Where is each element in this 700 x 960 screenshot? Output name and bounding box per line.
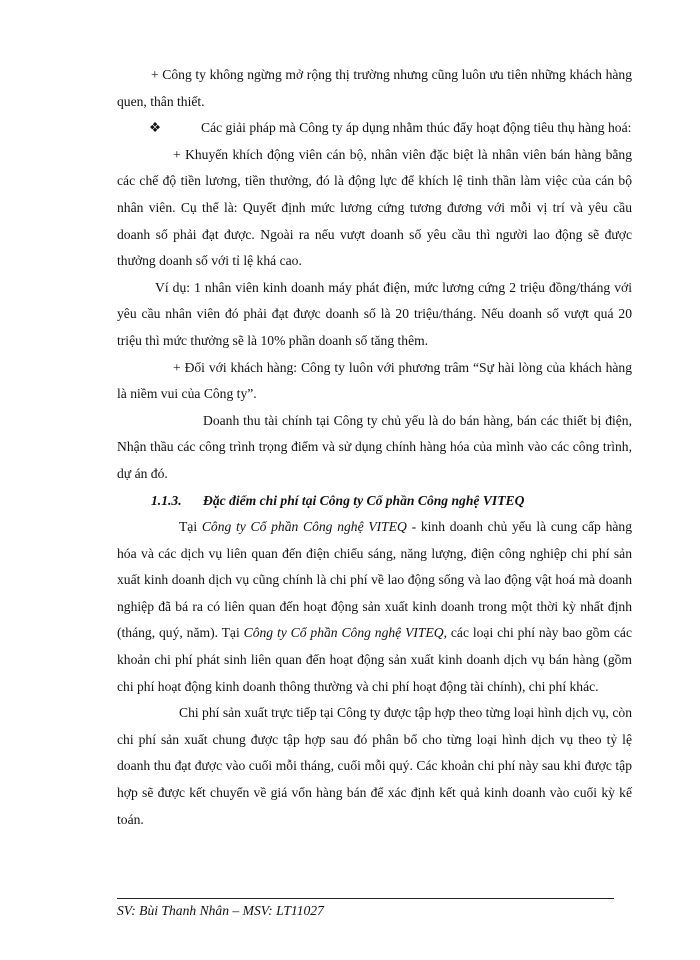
paragraph-financial-revenue: Doanh thu tài chính tại Công ty chủ yếu là do bán hàng, bán các thiết bị điện, Nhận thầu các công trình trọng điểm và sử dụng chính hàng hóa của mình vào các công trình, dự án đó. — [117, 412, 632, 481]
paragraph-market-expansion: + Công ty không ngừng mở rộng thị trường nhưng cũng luôn ưu tiên những khách hàng quen, thân thiết. — [117, 67, 632, 109]
paragraph-staff-incentives: + Khuyến khích động viên cán bộ, nhân viên đặc biệt là nhân viên bán hàng bằng các chế độ tiền lương, tiền thưởng, đó là động lực để khích lệ tinh thần làm việc của cán bộ nhân viên. Cụ thể là: Quyết định mức lương cứng tương đương với mỗi vị trí và yêu cầu doanh số phải đạt được. Ngoài ra nếu vượt doanh số yêu cầu thì người lao động sẽ được thưởng doanh số với tỉ lệ khá cao. — [117, 146, 632, 269]
diamond-bullet-icon: ❖ — [149, 120, 162, 136]
company-name: Công ty Cổ phần Công nghệ VITEQ — [201, 519, 407, 535]
text-segment: - kinh doanh chủ yếu là cung cấp hàng hóa và các dịch vụ liên quan đến điện chiếu sáng, năng lượng, điện công nghiệp chi phí sản xuất kinh doanh dịch vụ cũng chính là chi phí về lao động sống và lao động vật hoá mà doanh nghiệp đã bá ra có liên quan đến hoạt động sản xuất kinh doanh trong một thời kỳ nhất định (tháng, quý, năm). Tại — [117, 519, 632, 641]
document-body — [117, 62, 632, 833]
company-name: Công ty Cổ phần Công nghệ VITEQ — [243, 625, 444, 641]
section-heading — [117, 488, 632, 515]
paragraph-cost-overview — [117, 514, 632, 700]
footer-divider — [117, 898, 614, 899]
text-segment: Tại — [179, 519, 198, 535]
paragraph-example: Ví dụ: 1 nhân viên kinh doanh máy phát điện, mức lương cứng 2 triệu đồng/tháng với yêu cầu nhân viên đó phải đạt được doanh số là 20 triệu/tháng. Nếu doanh số vượt quá 20 triệu thì mức thưởng sẽ là 10% phần doanh số tăng thêm. — [117, 279, 632, 348]
text-segment: , các loại chi phí này bao gồm các khoản chi phí phát sinh liên quan đến hoạt động sản xuất kinh doanh dịch vụ bán hàng (gồm chi phí hoạt động kinh doanh thông thường và chi phí hoạt động tài chính), chi phí khác. — [117, 625, 632, 694]
paragraph-solutions-intro — [117, 115, 632, 142]
footer-student-info: SV: Bùi Thanh Nhân – MSV: LT11027 — [117, 903, 324, 918]
solutions-intro-text: Các giải pháp mà Công ty áp dụng nhằm thúc đẩy hoạt động tiêu thụ hàng hoá: — [201, 120, 632, 136]
section-title: Đặc điểm chi phí tại Công ty Cổ phần Công nghệ VITEQ — [203, 492, 525, 508]
section-number: 1.1.3. — [151, 492, 182, 508]
paragraph-direct-costs: Chi phí sản xuất trực tiếp tại Công ty được tập hợp theo từng loại hình dịch vụ, còn chi phí sản xuất chung được tập hợp sau đó phân bổ cho từng loại hình dịch vụ theo tỷ lệ doanh thu đạt được vào cuối mỗi tháng, cuối mỗi quý. Các khoản chi phí này sau khi được tập hợp sẽ được kết chuyển về giá vốn hàng bán để xác định kết quả kinh doanh vào cuối kỳ kế toán. — [117, 705, 632, 827]
paragraph-customer-policy: + Đối với khách hàng: Công ty luôn với phương trâm “Sự hài lòng của khách hàng là niềm vui của Công ty”. — [117, 359, 632, 402]
